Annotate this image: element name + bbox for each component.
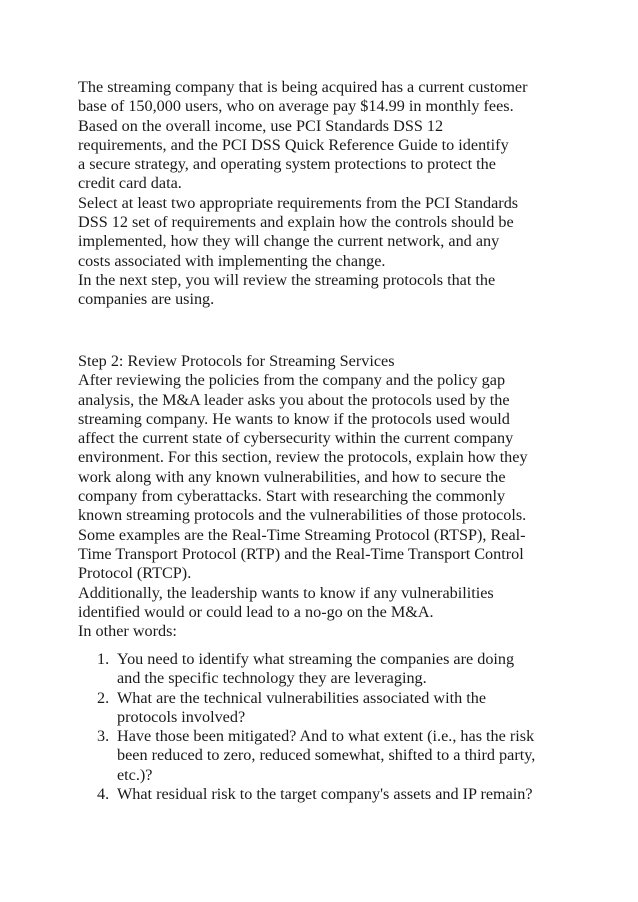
list-number: 2. [97,688,110,707]
section-heading: Step 2: Review Protocols for Streaming Services [78,352,395,370]
text-line: Time Transport Protocol (RTP) and the Real-Time Transport Control [78,544,524,563]
text-line: protocols involved? [117,707,246,726]
text-line: Protocol (RTCP). [78,564,192,583]
text-line: What are the technical vulnerabilities associated with the [117,688,487,707]
list-number: 3. [97,727,110,746]
text-line: After reviewing the policies from the company and the policy gap [78,371,506,390]
text-line: Some examples are the Real-Time Streaming Protocol (RTSP), Real- [78,525,526,544]
text-line: known streaming protocols and the vulnerabilities of those protocols. [78,506,527,525]
text-line: companies are using. [78,290,215,309]
step2-section [78,352,568,641]
text-line: Have those been mitigated? And to what extent (i.e., has the risk [117,727,535,746]
text-line: credit card data. [78,174,182,193]
text-line: work along with any known vulnerabilities, and how to secure the [78,467,506,486]
list-item [97,785,567,804]
text-line: Select at least two appropriate requirements from the PCI Standards [78,193,519,212]
text-line: You need to identify what streaming the companies are doing [117,650,515,668]
text-line: What residual risk to the target company's assets and IP remain? [117,785,533,804]
text-line: identified would or could lead to a no-go on the M&A. [78,602,434,621]
text-line: a secure strategy, and operating system protections to protect the [78,155,496,174]
text-line: requirements, and the PCI DSS Quick Reference Guide to identify [78,135,509,154]
text-line: environment. For this section, review the protocols, explain how they [78,448,528,467]
list-number: 1. [97,650,110,668]
text-line: and the specific technology they are leveraging. [117,669,427,688]
text-line: Based on the overall income, use PCI Standards DSS 12 [78,116,444,135]
text-line: analysis, the M&A leader asks you about the protocols used by the [78,390,510,409]
text-line: The streaming company that is being acquired has a current customer [78,78,528,96]
questions-list [97,650,567,804]
text-line: etc.)? [117,765,153,784]
text-line: affect the current state of cybersecurity within the current company [78,429,514,448]
text-line: streaming company. He wants to know if the protocols used would [78,409,510,428]
text-line: DSS 12 set of requirements and explain how the controls should be [78,213,514,232]
text-line: In other words: [78,622,177,641]
text-line: company from cyberattacks. Start with researching the commonly [78,487,506,506]
text-line: Additionally, the leadership wants to know if any vulnerabilities [78,583,494,602]
intro-paragraph [78,78,568,310]
text-line: been reduced to zero, reduced somewhat, shifted to a third party, [117,746,536,765]
text-line: costs associated with implementing the change. [78,251,386,270]
text-line: base of 150,000 users, who on average pay $14.99 in monthly fees. [78,97,514,116]
list-item [97,689,567,728]
list-number: 4. [97,785,110,804]
text-line: In the next step, you will review the streaming protocols that the [78,270,496,289]
list-item [97,650,567,689]
text-line: implemented, how they will change the current network, and any [78,232,500,251]
list-item [97,727,567,785]
